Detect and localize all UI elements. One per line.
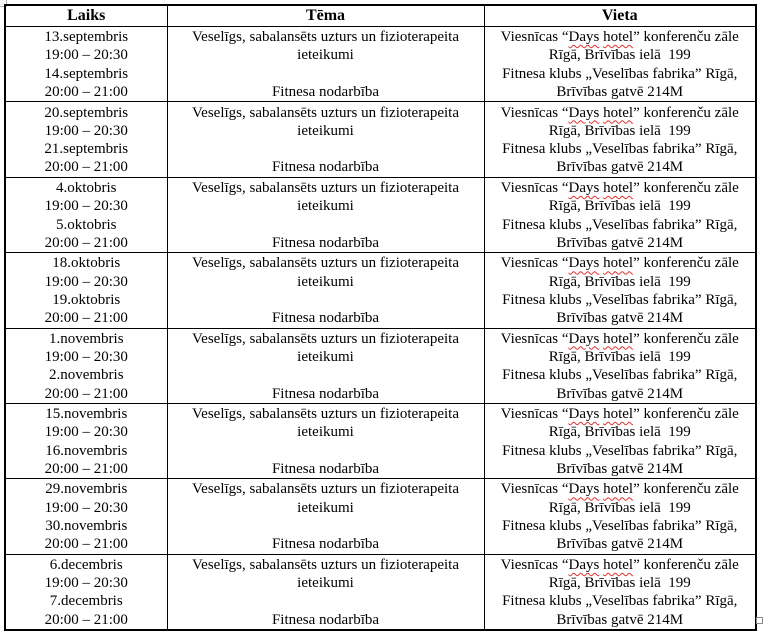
misspelled-word-days: Days — [568, 104, 600, 121]
topic-blank-line — [168, 366, 484, 384]
table-body — [5, 27, 756, 631]
misspelled-word-days: Days — [568, 29, 600, 46]
misspelled-word-hotel: hotel — [603, 556, 634, 573]
session1-date: 6.decembris — [49, 556, 123, 573]
topic-line-2: ieteikumi — [297, 198, 354, 215]
session1-time: 19:00 – 20:30 — [44, 499, 128, 516]
session2-time: 20:00 – 21:00 — [44, 234, 128, 251]
misspelled-word-days: Days — [568, 556, 600, 573]
laiks-cell[interactable] — [5, 253, 167, 328]
misspelled-word-days: Days — [568, 255, 600, 272]
session1-time: 19:00 – 20:30 — [44, 122, 128, 139]
topic-line-4: Fitnesa nodarbība — [271, 310, 380, 327]
table-resize-handle-icon[interactable] — [756, 617, 763, 624]
laiks-cell[interactable] — [5, 554, 167, 630]
venue-line-1 — [485, 330, 756, 348]
venue-line-4: Brīvības gatvē 214M — [556, 234, 684, 251]
venue-line-3: Fitnesa klubs „Veselības fabrika” Rīgā, — [502, 367, 738, 384]
session2-time: 20:00 – 21:00 — [44, 159, 128, 176]
tema-cell[interactable] — [167, 479, 484, 554]
tema-cell[interactable] — [167, 253, 484, 328]
session1-date: 20.septembris — [44, 104, 129, 121]
misspelled-word-days: Days — [568, 406, 600, 423]
vieta-cell[interactable] — [484, 479, 756, 554]
venue-line-3: Fitnesa klubs „Veselības fabrika” Rīgā, — [502, 291, 738, 308]
venue-line-3: Fitnesa klubs „Veselības fabrika” Rīgā, — [502, 141, 738, 158]
session2-time: 20:00 – 21:00 — [44, 84, 128, 101]
vieta-cell[interactable] — [484, 328, 756, 403]
venue-line-2: Rīgā, Brīvības ielā 199 — [548, 273, 691, 290]
session2-date: 7.decembris — [49, 593, 123, 610]
misspelled-word-hotel: hotel — [603, 179, 634, 196]
topic-blank-line — [168, 592, 484, 610]
tema-cell[interactable] — [167, 328, 484, 403]
vieta-cell[interactable] — [484, 27, 756, 102]
venue-line-1-suffix: ” konferenču zāle — [633, 179, 739, 196]
topic-line-4: Fitnesa nodarbība — [271, 611, 380, 628]
tema-cell[interactable] — [167, 177, 484, 252]
table-row — [5, 253, 756, 328]
session2-date: 14.septembris — [44, 65, 129, 82]
vieta-cell[interactable] — [484, 102, 756, 177]
topic-blank-line — [168, 442, 484, 460]
session1-time: 19:00 – 20:30 — [44, 47, 128, 64]
session2-date: 5.oktobris — [56, 216, 117, 233]
topic-line-2: ieteikumi — [297, 47, 354, 64]
session2-time: 20:00 – 21:00 — [44, 460, 128, 477]
session2-date: 21.septembris — [44, 141, 129, 158]
venue-line-1 — [485, 104, 756, 122]
session2-date: 2.novembris — [48, 367, 124, 384]
venue-line-2: Rīgā, Brīvības ielā 199 — [548, 198, 691, 215]
venue-line-1 — [485, 254, 756, 272]
session1-time: 19:00 – 20:30 — [44, 424, 128, 441]
laiks-cell[interactable] — [5, 479, 167, 554]
session2-time: 20:00 – 21:00 — [44, 385, 128, 402]
topic-line-4: Fitnesa nodarbība — [271, 385, 380, 402]
session1-time: 19:00 – 20:30 — [44, 575, 128, 592]
table-row — [5, 27, 756, 102]
session2-date: 16.novembris — [45, 442, 128, 459]
topic-line-1: Veselīgs, sabalansēts uzturs un fizioterapeita — [192, 255, 459, 272]
session1-date: 15.novembris — [45, 406, 128, 423]
topic-line-1: Veselīgs, sabalansēts uzturs un fizioterapeita — [192, 29, 459, 46]
topic-line-4: Fitnesa nodarbība — [271, 234, 380, 251]
venue-line-1-suffix: ” konferenču zāle — [633, 481, 739, 498]
table-row — [5, 177, 756, 252]
venue-line-1-suffix: ” konferenču zāle — [633, 29, 739, 46]
vieta-cell[interactable] — [484, 177, 756, 252]
topic-line-1: Veselīgs, sabalansēts uzturs un fizioterapeita — [192, 330, 459, 347]
venue-line-1 — [485, 179, 756, 197]
venue-line-1-suffix: ” konferenču zāle — [633, 104, 739, 121]
topic-line-4: Fitnesa nodarbība — [271, 84, 380, 101]
column-header-laiks[interactable]: Laiks — [5, 5, 167, 27]
venue-line-2: Rīgā, Brīvības ielā 199 — [548, 122, 691, 139]
session1-date: 4.oktobris — [56, 179, 117, 196]
header-row — [5, 5, 756, 27]
topic-line-2: ieteikumi — [297, 424, 354, 441]
misspelled-word-days: Days — [568, 179, 600, 196]
vieta-cell[interactable] — [484, 554, 756, 630]
topic-blank-line — [168, 65, 484, 83]
venue-line-1-prefix: Viesnīcas “ — [500, 481, 569, 498]
venue-line-3: Fitnesa klubs „Veselības fabrika” Rīgā, — [502, 442, 738, 459]
venue-line-1-prefix: Viesnīcas “ — [500, 29, 569, 46]
vieta-cell[interactable] — [484, 253, 756, 328]
laiks-cell[interactable] — [5, 403, 167, 478]
column-header-tema[interactable]: Tēma — [167, 5, 484, 27]
laiks-cell[interactable] — [5, 27, 167, 102]
session1-time: 19:00 – 20:30 — [44, 273, 128, 290]
laiks-cell[interactable] — [5, 177, 167, 252]
venue-line-4: Brīvības gatvē 214M — [556, 385, 684, 402]
session1-date: 18.oktobris — [52, 255, 121, 272]
venue-line-2: Rīgā, Brīvības ielā 199 — [548, 575, 691, 592]
misspelled-word-days: Days — [568, 330, 600, 347]
topic-blank-line — [168, 291, 484, 309]
table-row — [5, 403, 756, 478]
venue-line-1 — [485, 556, 756, 574]
venue-line-1-prefix: Viesnīcas “ — [500, 556, 569, 573]
topic-line-2: ieteikumi — [297, 273, 354, 290]
session1-date: 1.novembris — [48, 330, 124, 347]
misspelled-word-hotel: hotel — [603, 255, 634, 272]
venue-line-1-suffix: ” konferenču zāle — [633, 330, 739, 347]
venue-line-4: Brīvības gatvē 214M — [556, 310, 684, 327]
venue-line-3: Fitnesa klubs „Veselības fabrika” Rīgā, — [502, 216, 738, 233]
session2-date: 19.oktobris — [52, 291, 121, 308]
venue-line-4: Brīvības gatvē 214M — [556, 536, 684, 553]
venue-line-4: Brīvības gatvē 214M — [556, 460, 684, 477]
venue-line-2: Rīgā, Brīvības ielā 199 — [548, 499, 691, 516]
venue-line-1-prefix: Viesnīcas “ — [500, 330, 569, 347]
column-header-vieta[interactable]: Vieta — [484, 5, 756, 27]
misspelled-word-hotel: hotel — [603, 330, 634, 347]
topic-line-4: Fitnesa nodarbība — [271, 536, 380, 553]
venue-line-1-suffix: ” konferenču zāle — [633, 406, 739, 423]
venue-line-4: Brīvības gatvē 214M — [556, 84, 684, 101]
venue-line-3: Fitnesa klubs „Veselības fabrika” Rīgā, — [502, 518, 738, 535]
session2-time: 20:00 – 21:00 — [44, 536, 128, 553]
venue-line-4: Brīvības gatvē 214M — [556, 159, 684, 176]
vieta-cell[interactable] — [484, 403, 756, 478]
topic-line-1: Veselīgs, sabalansēts uzturs un fizioterapeita — [192, 556, 459, 573]
tema-cell[interactable] — [167, 27, 484, 102]
table-row — [5, 328, 756, 403]
table-row — [5, 479, 756, 554]
session2-time: 20:00 – 21:00 — [44, 611, 128, 628]
venue-line-1 — [485, 28, 756, 46]
tema-cell[interactable] — [167, 554, 484, 630]
venue-line-1-prefix: Viesnīcas “ — [500, 406, 569, 423]
laiks-cell[interactable] — [5, 102, 167, 177]
venue-line-1-suffix: ” konferenču zāle — [633, 556, 739, 573]
topic-line-1: Veselīgs, sabalansēts uzturs un fizioterapeita — [192, 179, 459, 196]
topic-line-2: ieteikumi — [297, 575, 354, 592]
topic-line-4: Fitnesa nodarbība — [271, 159, 380, 176]
table-row — [5, 102, 756, 177]
topic-blank-line — [168, 216, 484, 234]
topic-blank-line — [168, 140, 484, 158]
session1-date: 29.novembris — [45, 481, 128, 498]
schedule-table — [4, 4, 757, 631]
venue-line-1 — [485, 405, 756, 423]
tema-cell[interactable] — [167, 102, 484, 177]
misspelled-word-days: Days — [568, 481, 600, 498]
misspelled-word-hotel: hotel — [603, 481, 634, 498]
venue-line-3: Fitnesa klubs „Veselības fabrika” Rīgā, — [502, 65, 738, 82]
tema-cell[interactable] — [167, 403, 484, 478]
table-row — [5, 554, 756, 630]
session2-date: 30.novembris — [45, 518, 128, 535]
topic-line-1: Veselīgs, sabalansēts uzturs un fizioterapeita — [192, 406, 459, 423]
venue-line-1-prefix: Viesnīcas “ — [500, 255, 569, 272]
venue-line-2: Rīgā, Brīvības ielā 199 — [548, 348, 691, 365]
topic-blank-line — [168, 517, 484, 535]
misspelled-word-hotel: hotel — [603, 406, 634, 423]
misspelled-word-hotel: hotel — [603, 29, 634, 46]
topic-line-2: ieteikumi — [297, 122, 354, 139]
venue-line-2: Rīgā, Brīvības ielā 199 — [548, 424, 691, 441]
session2-time: 20:00 – 21:00 — [44, 310, 128, 327]
topic-line-1: Veselīgs, sabalansēts uzturs un fizioterapeita — [192, 104, 459, 121]
topic-line-1: Veselīgs, sabalansēts uzturs un fizioterapeita — [192, 481, 459, 498]
laiks-cell[interactable] — [5, 328, 167, 403]
topic-line-4: Fitnesa nodarbība — [271, 460, 380, 477]
venue-line-1-prefix: Viesnīcas “ — [500, 179, 569, 196]
session1-time: 19:00 – 20:30 — [44, 348, 128, 365]
session1-date: 13.septembris — [44, 29, 129, 46]
misspelled-word-hotel: hotel — [603, 104, 634, 121]
venue-line-2: Rīgā, Brīvības ielā 199 — [548, 47, 691, 64]
venue-line-4: Brīvības gatvē 214M — [556, 611, 684, 628]
topic-line-2: ieteikumi — [297, 499, 354, 516]
topic-line-2: ieteikumi — [297, 348, 354, 365]
venue-line-3: Fitnesa klubs „Veselības fabrika” Rīgā, — [502, 593, 738, 610]
venue-line-1-prefix: Viesnīcas “ — [500, 104, 569, 121]
venue-line-1-suffix: ” konferenču zāle — [633, 255, 739, 272]
session1-time: 19:00 – 20:30 — [44, 198, 128, 215]
venue-line-1 — [485, 480, 756, 498]
